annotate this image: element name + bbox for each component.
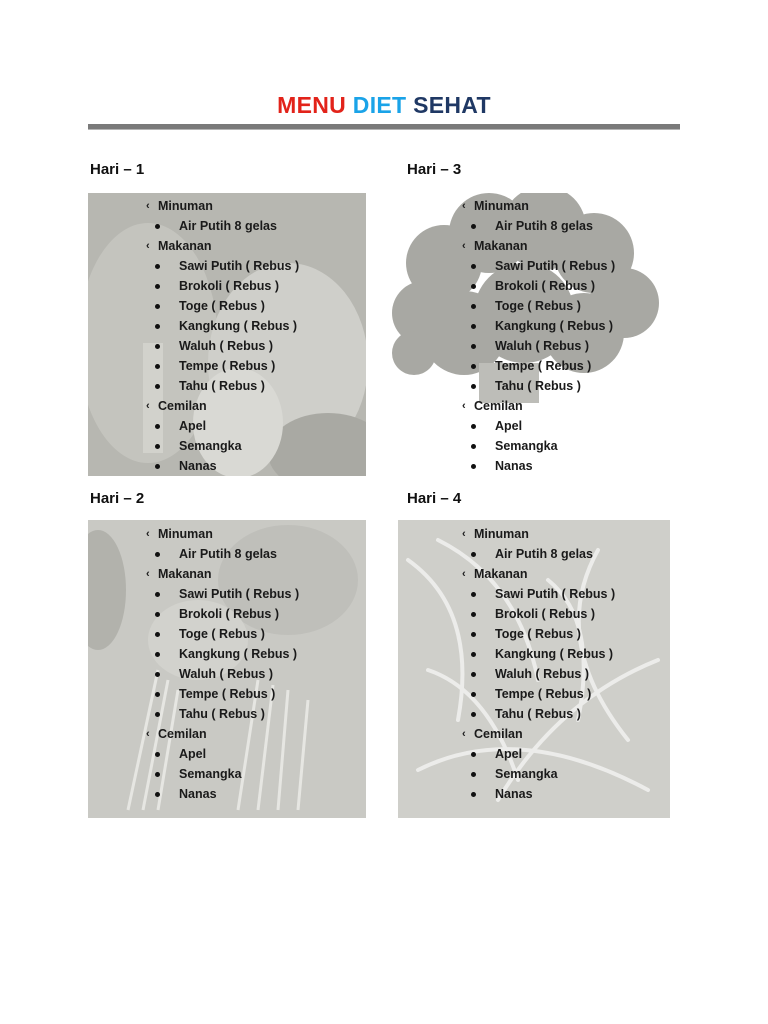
menu-item-label: Air Putih 8 gelas <box>495 547 593 561</box>
arrow-bullet-icon: ‹ <box>146 200 150 212</box>
bullet-icon <box>471 424 476 429</box>
bullet-icon <box>471 752 476 757</box>
menu-item <box>462 764 615 784</box>
arrow-bullet-icon: ‹ <box>462 528 466 540</box>
arrow-bullet-icon: ‹ <box>462 200 466 212</box>
menu-item-label: Air Putih 8 gelas <box>179 219 277 233</box>
bullet-icon <box>155 592 160 597</box>
menu-item <box>462 296 615 316</box>
menu-item-label: Semangka <box>179 767 242 781</box>
menu-item <box>462 624 615 644</box>
menu-category <box>462 196 615 216</box>
menu-item <box>462 684 615 704</box>
menu-item-label: Tempe ( Rebus ) <box>495 687 592 701</box>
category-label: Minuman <box>158 527 213 541</box>
day-3-menu <box>462 196 615 476</box>
menu-category <box>146 236 299 256</box>
menu-item <box>462 704 615 724</box>
bullet-icon <box>471 464 476 469</box>
menu-item-label: Nanas <box>495 459 533 473</box>
arrow-bullet-icon: ‹ <box>146 240 150 252</box>
day-heading-4: Hari – 4 <box>407 490 462 507</box>
menu-category <box>462 524 615 544</box>
day-2-panel <box>88 520 366 818</box>
menu-item <box>146 316 299 336</box>
menu-item-label: Nanas <box>179 787 217 801</box>
menu-category <box>462 564 615 584</box>
day-2-menu <box>146 524 299 804</box>
bullet-icon <box>155 424 160 429</box>
menu-item <box>146 356 299 376</box>
bullet-icon <box>471 324 476 329</box>
bullet-icon <box>471 344 476 349</box>
menu-item-label: Toge ( Rebus ) <box>495 299 581 313</box>
bullet-icon <box>471 612 476 617</box>
category-label: Minuman <box>474 199 529 213</box>
menu-item <box>146 544 299 564</box>
bullet-icon <box>155 672 160 677</box>
menu-item <box>146 336 299 356</box>
bullet-icon <box>155 304 160 309</box>
bullet-icon <box>155 464 160 469</box>
bullet-icon <box>471 692 476 697</box>
menu-item-label: Toge ( Rebus ) <box>495 627 581 641</box>
menu-item-label: Tahu ( Rebus ) <box>495 707 581 721</box>
menu-item <box>146 704 299 724</box>
day-heading-2: Hari – 2 <box>90 490 145 507</box>
category-label: Cemilan <box>474 399 523 413</box>
arrow-bullet-icon: ‹ <box>462 240 466 252</box>
bullet-icon <box>155 752 160 757</box>
title-divider <box>88 124 680 129</box>
menu-item-label: Kangkung ( Rebus ) <box>179 319 298 333</box>
menu-item-label: Sawi Putih ( Rebus ) <box>495 259 616 273</box>
menu-item-label: Air Putih 8 gelas <box>495 219 593 233</box>
bullet-icon <box>155 552 160 557</box>
bullet-icon <box>471 384 476 389</box>
menu-item-label: Apel <box>179 747 207 761</box>
menu-item <box>462 664 615 684</box>
menu-item-label: Brokoli ( Rebus ) <box>495 607 596 621</box>
menu-item-label: Toge ( Rebus ) <box>179 627 265 641</box>
menu-item-label: Semangka <box>179 439 242 453</box>
day-1-menu <box>146 196 299 476</box>
menu-item <box>146 216 299 236</box>
bullet-icon <box>471 632 476 637</box>
arrow-bullet-icon: ‹ <box>462 568 466 580</box>
bullet-icon <box>155 792 160 797</box>
menu-item-label: Apel <box>179 419 207 433</box>
menu-item-label: Apel <box>495 747 523 761</box>
menu-item <box>146 584 299 604</box>
category-label: Cemilan <box>158 399 207 413</box>
day-4-panel <box>398 520 670 818</box>
menu-item-label: Toge ( Rebus ) <box>179 299 265 313</box>
menu-item <box>146 296 299 316</box>
menu-category <box>462 396 615 416</box>
bullet-icon <box>155 652 160 657</box>
arrow-bullet-icon: ‹ <box>146 528 150 540</box>
menu-item <box>462 336 615 356</box>
menu-item <box>146 256 299 276</box>
bullet-icon <box>155 712 160 717</box>
arrow-bullet-icon: ‹ <box>146 728 150 740</box>
menu-item <box>462 744 615 764</box>
bullet-icon <box>155 444 160 449</box>
bullet-icon <box>471 304 476 309</box>
bullet-icon <box>471 772 476 777</box>
bullet-icon <box>471 364 476 369</box>
day-1-panel <box>88 193 366 476</box>
day-heading-3: Hari – 3 <box>407 161 462 178</box>
bullet-icon <box>471 224 476 229</box>
menu-item-label: Tahu ( Rebus ) <box>179 707 265 721</box>
menu-item <box>146 744 299 764</box>
menu-item-label: Waluh ( Rebus ) <box>495 667 589 681</box>
menu-item-label: Apel <box>495 419 523 433</box>
bullet-icon <box>471 712 476 717</box>
menu-item <box>462 356 615 376</box>
menu-category <box>146 724 299 744</box>
category-label: Cemilan <box>474 727 523 741</box>
menu-item <box>462 456 615 476</box>
menu-item-label: Waluh ( Rebus ) <box>179 667 273 681</box>
page-title <box>0 92 768 119</box>
menu-item-label: Tahu ( Rebus ) <box>495 379 581 393</box>
menu-item-label: Waluh ( Rebus ) <box>179 339 273 353</box>
menu-item-label: Sawi Putih ( Rebus ) <box>179 587 300 601</box>
day-4-menu <box>462 524 615 804</box>
bullet-icon <box>155 324 160 329</box>
bullet-icon <box>471 264 476 269</box>
menu-item-label: Tempe ( Rebus ) <box>495 359 592 373</box>
bullet-icon <box>155 612 160 617</box>
menu-category <box>462 236 615 256</box>
category-label: Minuman <box>474 527 529 541</box>
menu-item <box>146 644 299 664</box>
menu-item-label: Kangkung ( Rebus ) <box>495 319 614 333</box>
menu-item <box>462 436 615 456</box>
menu-item-label: Air Putih 8 gelas <box>179 547 277 561</box>
menu-item <box>146 664 299 684</box>
menu-item <box>146 784 299 804</box>
menu-item <box>462 784 615 804</box>
menu-item-label: Sawi Putih ( Rebus ) <box>179 259 300 273</box>
menu-item-label: Nanas <box>495 787 533 801</box>
category-label: Makanan <box>474 567 528 581</box>
bullet-icon <box>155 692 160 697</box>
menu-item <box>462 376 615 396</box>
menu-item <box>462 316 615 336</box>
bullet-icon <box>155 364 160 369</box>
menu-item-label: Tempe ( Rebus ) <box>179 359 276 373</box>
bullet-icon <box>155 384 160 389</box>
bullet-icon <box>155 284 160 289</box>
menu-item-label: Tahu ( Rebus ) <box>179 379 265 393</box>
title-menu: MENU <box>277 92 347 118</box>
menu-item <box>146 276 299 296</box>
menu-item-label: Kangkung ( Rebus ) <box>495 647 614 661</box>
menu-item <box>146 436 299 456</box>
bullet-icon <box>471 652 476 657</box>
category-label: Makanan <box>158 239 212 253</box>
menu-item-label: Kangkung ( Rebus ) <box>179 647 298 661</box>
menu-item-label: Brokoli ( Rebus ) <box>495 279 596 293</box>
menu-item <box>146 456 299 476</box>
bullet-icon <box>471 444 476 449</box>
category-label: Minuman <box>158 199 213 213</box>
bullet-icon <box>471 672 476 677</box>
menu-item <box>146 764 299 784</box>
menu-item-label: Brokoli ( Rebus ) <box>179 607 280 621</box>
day-heading-1: Hari – 1 <box>90 161 145 178</box>
menu-item-label: Waluh ( Rebus ) <box>495 339 589 353</box>
menu-item-label: Semangka <box>495 767 558 781</box>
bullet-icon <box>155 772 160 777</box>
menu-item-label: Brokoli ( Rebus ) <box>179 279 280 293</box>
category-label: Makanan <box>158 567 212 581</box>
bullet-icon <box>471 552 476 557</box>
menu-item <box>146 624 299 644</box>
menu-item <box>462 216 615 236</box>
menu-item <box>146 416 299 436</box>
menu-item <box>462 604 615 624</box>
menu-category <box>462 724 615 744</box>
category-label: Makanan <box>474 239 528 253</box>
arrow-bullet-icon: ‹ <box>146 568 150 580</box>
menu-category <box>146 196 299 216</box>
menu-item <box>146 604 299 624</box>
title-sehat: SEHAT <box>413 92 491 118</box>
bullet-icon <box>155 632 160 637</box>
menu-item <box>462 584 615 604</box>
menu-item <box>146 376 299 396</box>
menu-item-label: Tempe ( Rebus ) <box>179 687 276 701</box>
menu-category <box>146 524 299 544</box>
menu-item <box>146 684 299 704</box>
menu-category <box>146 396 299 416</box>
menu-item <box>462 256 615 276</box>
bullet-icon <box>471 792 476 797</box>
menu-item <box>462 644 615 664</box>
bullet-icon <box>155 264 160 269</box>
title-diet: DIET <box>352 92 407 118</box>
bullet-icon <box>471 592 476 597</box>
menu-item-label: Semangka <box>495 439 558 453</box>
bullet-icon <box>155 344 160 349</box>
day-3-panel <box>384 193 674 476</box>
arrow-bullet-icon: ‹ <box>462 728 466 740</box>
menu-item-label: Nanas <box>179 459 217 473</box>
menu-item-label: Sawi Putih ( Rebus ) <box>495 587 616 601</box>
arrow-bullet-icon: ‹ <box>146 400 150 412</box>
menu-category <box>146 564 299 584</box>
bullet-icon <box>155 224 160 229</box>
category-label: Cemilan <box>158 727 207 741</box>
arrow-bullet-icon: ‹ <box>462 400 466 412</box>
menu-item <box>462 416 615 436</box>
menu-item <box>462 276 615 296</box>
menu-item <box>462 544 615 564</box>
bullet-icon <box>471 284 476 289</box>
